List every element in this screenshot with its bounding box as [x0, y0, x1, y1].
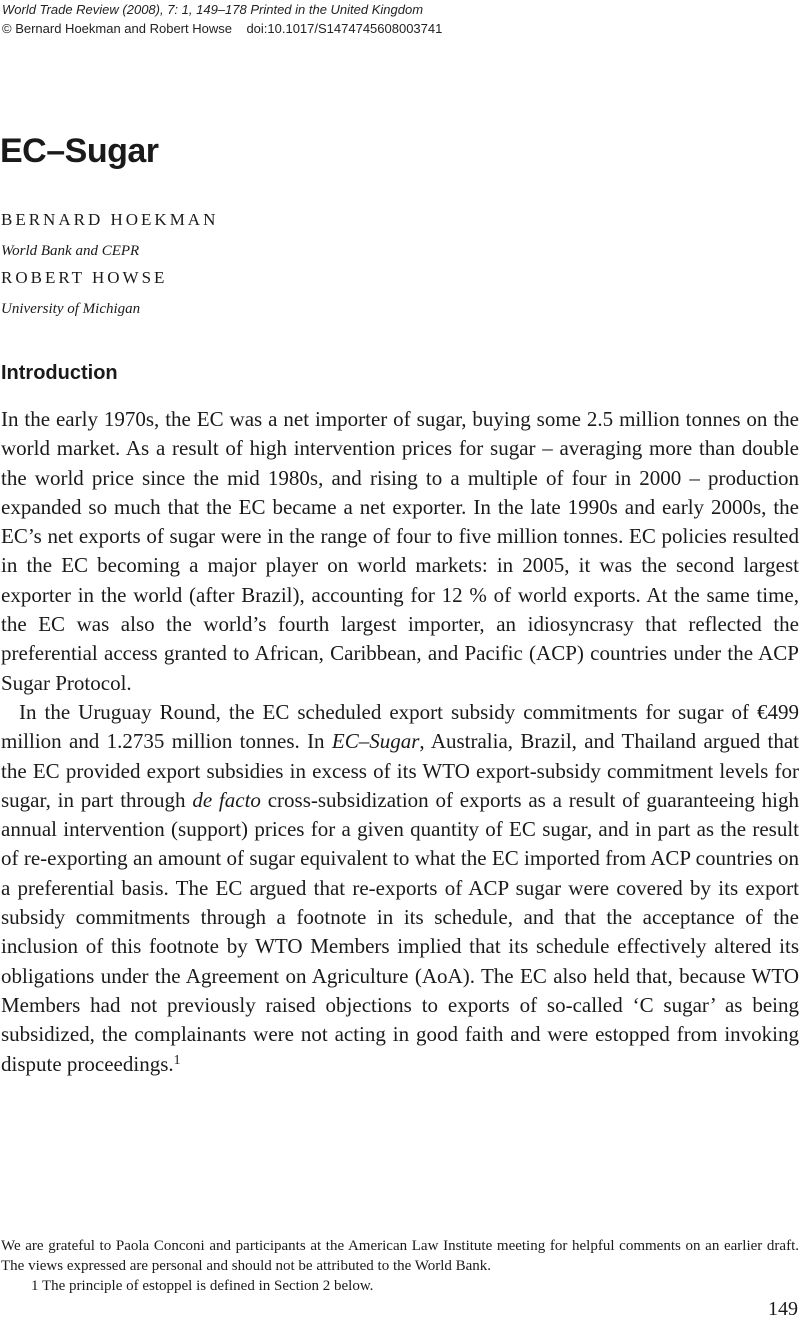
acknowledgement-note: We are grateful to Paola Conconi and participants at the American Law Institute meeting for helpful comments on an earlier draft. The views expressed are personal and should not be attributed to the World Bank.: [1, 1238, 799, 1274]
footnote-reference[interactable]: 1: [173, 1051, 181, 1067]
section-heading: Introduction: [1, 362, 118, 384]
footnotes: [1, 1236, 799, 1296]
copyright-notice: © Bernard Hoekman and Robert Howse: [2, 21, 232, 36]
latin-term: de facto: [192, 787, 261, 812]
doi: doi:10.1017/S1474745608003741: [246, 21, 443, 36]
case-name: EC–Sugar: [331, 729, 420, 754]
running-header: [2, 0, 442, 38]
text-run: In the Uruguay Round, the EC scheduled export subsidy commitments for sugar of €499 million and 1.2735 million tonnes. In: [1, 699, 799, 754]
article-title: EC–Sugar: [0, 132, 159, 170]
page-number: 149: [768, 1298, 798, 1320]
author-name: BERNARD HOEKMAN: [1, 210, 219, 229]
author-affiliation: University of Michigan: [1, 301, 141, 317]
copyright-line: [2, 19, 442, 38]
paragraph: In the early 1970s, the EC was a net importer of sugar, buying some 2.5 million tonnes on the world market. As a result of high intervention prices for sugar – averaging more than double the world price since the mid 1980s, and rising to a multiple of four in 2000 – production expanded so much that the EC became a net exporter. In the late 1990s and early 2000s, the EC’s net exports of sugar were in the range of four to five million tonnes. EC policies resulted in the EC becoming a major player on world markets: in 2005, it was the second largest exporter in the world (after Brazil), accounting for 12 % of world exports. At the same time, the EC was also the world’s fourth largest importer, an idiosyncrasy that reflected the preferential access granted to African, Caribbean, and Pacific (ACP) countries under the ACP Sugar Protocol.: [1, 407, 799, 695]
text-run: cross-subsidization of exports as a result of guaranteeing high annual intervention (support) prices for a given quantity of EC sugar, and in part as the result of re-exporting an amount of sugar equivalent to what the EC imported from ACP countries on a preferential basis. The EC argued that re-exports of ACP sugar were covered by its export subsidy commitments through a footnote in its schedule, and that the acceptance of the inclusion of this footnote by WTO Members implied that its schedule effectively altered its obligations under the Agreement on Agriculture (AoA). The EC also held that, because WTO Members had not previously raised objections to exports of so-called ‘C sugar’ as being subsidized, the complainants were not acting in good faith and were estopped from invoking dispute proceedings.: [1, 787, 799, 1076]
author-name: ROBERT HOWSE: [1, 268, 168, 287]
footnote: 1 The principle of estoppel is defined in Section 2 below.: [31, 1278, 374, 1294]
journal-citation: World Trade Review (2008), 7: 1, 149–178 Printed in the United Kingdom: [2, 2, 424, 17]
article-body: [1, 405, 799, 1079]
text-run: , Australia, Brazil, and Thailand argued that the EC provided export subsidies in excess of its WTO export-subsidy commitment levels for sugar, in part through: [1, 729, 799, 812]
author-affiliation: World Bank and CEPR: [1, 243, 140, 259]
paragraph: [1, 698, 799, 1079]
